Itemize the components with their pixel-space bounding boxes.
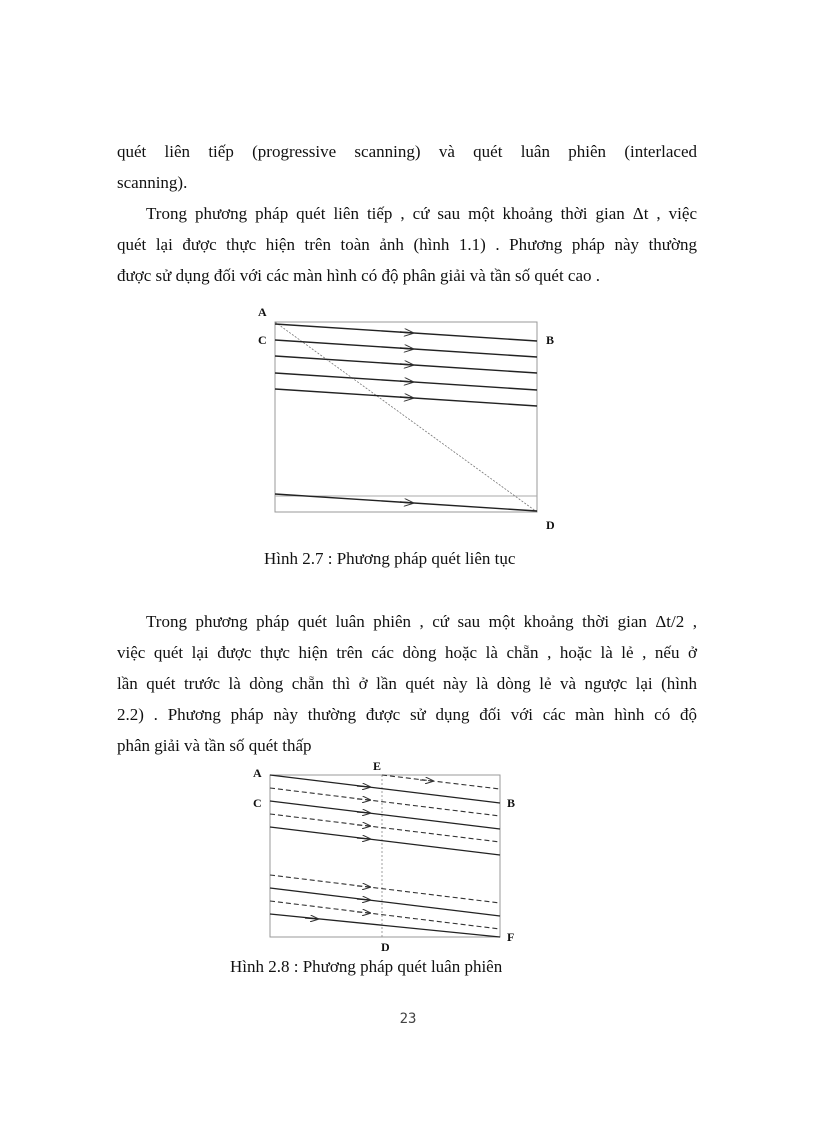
figure-progressive-scan xyxy=(250,300,570,540)
label-c: C xyxy=(253,796,262,810)
text-line: phân giải và tần số quét thấp xyxy=(117,736,312,755)
text-line: lần quét trước là dòng chẵn thì ở lần quét này là dòng lẻ và ngược lại (hình xyxy=(117,674,697,693)
label-f: F xyxy=(507,930,515,944)
label-b: B xyxy=(546,333,555,347)
retrace-line xyxy=(275,322,537,512)
paragraph-intro xyxy=(117,136,697,198)
text-line: việc quét lại được thực hiện trên các dòng hoặc là chẵn , hoặc là lẻ , nếu ở xyxy=(117,643,697,662)
paragraph-progressive xyxy=(117,198,697,291)
text-line: quét lại được thực hiện trên toàn ảnh (hình 1.1) . Phương pháp này thường xyxy=(117,235,697,254)
figure-caption: Hình 2.7 : Phương pháp quét liên tục xyxy=(264,549,516,568)
dashed-scan-lines xyxy=(270,775,500,929)
figure-interlaced-scan xyxy=(245,758,535,954)
paragraph-interlaced xyxy=(117,606,697,761)
label-b: B xyxy=(507,796,516,810)
text-line: được sử dụng đối với các màn hình có độ phân giải và tần số quét cao . xyxy=(117,266,601,285)
page-number: 23 xyxy=(399,1011,417,1027)
solid-scan-lines xyxy=(270,775,500,937)
label-d: D xyxy=(546,518,555,532)
text-line: Trong phương pháp quét luân phiên , cứ sau một khoảng thời gian Δt/2 , xyxy=(146,612,697,631)
label-d: D xyxy=(381,940,390,954)
label-a: A xyxy=(253,766,262,780)
label-a: A xyxy=(258,305,267,319)
label-c: C xyxy=(258,333,267,347)
text-line: 2.2) . Phương pháp này thường được sử dụng đối với các màn hình có độ xyxy=(117,705,697,724)
text-line: Trong phương pháp quét liên tiếp , cứ sau một khoảng thời gian Δt , việc xyxy=(146,204,697,223)
figure-caption: Hình 2.8 : Phương pháp quét luân phiên xyxy=(230,957,503,976)
text-line: scanning). xyxy=(117,173,188,192)
text-line: quét liên tiếp (progressive scanning) và quét luân phiên (interlaced xyxy=(117,142,697,161)
label-e: E xyxy=(373,759,382,773)
scan-lines xyxy=(275,324,537,511)
